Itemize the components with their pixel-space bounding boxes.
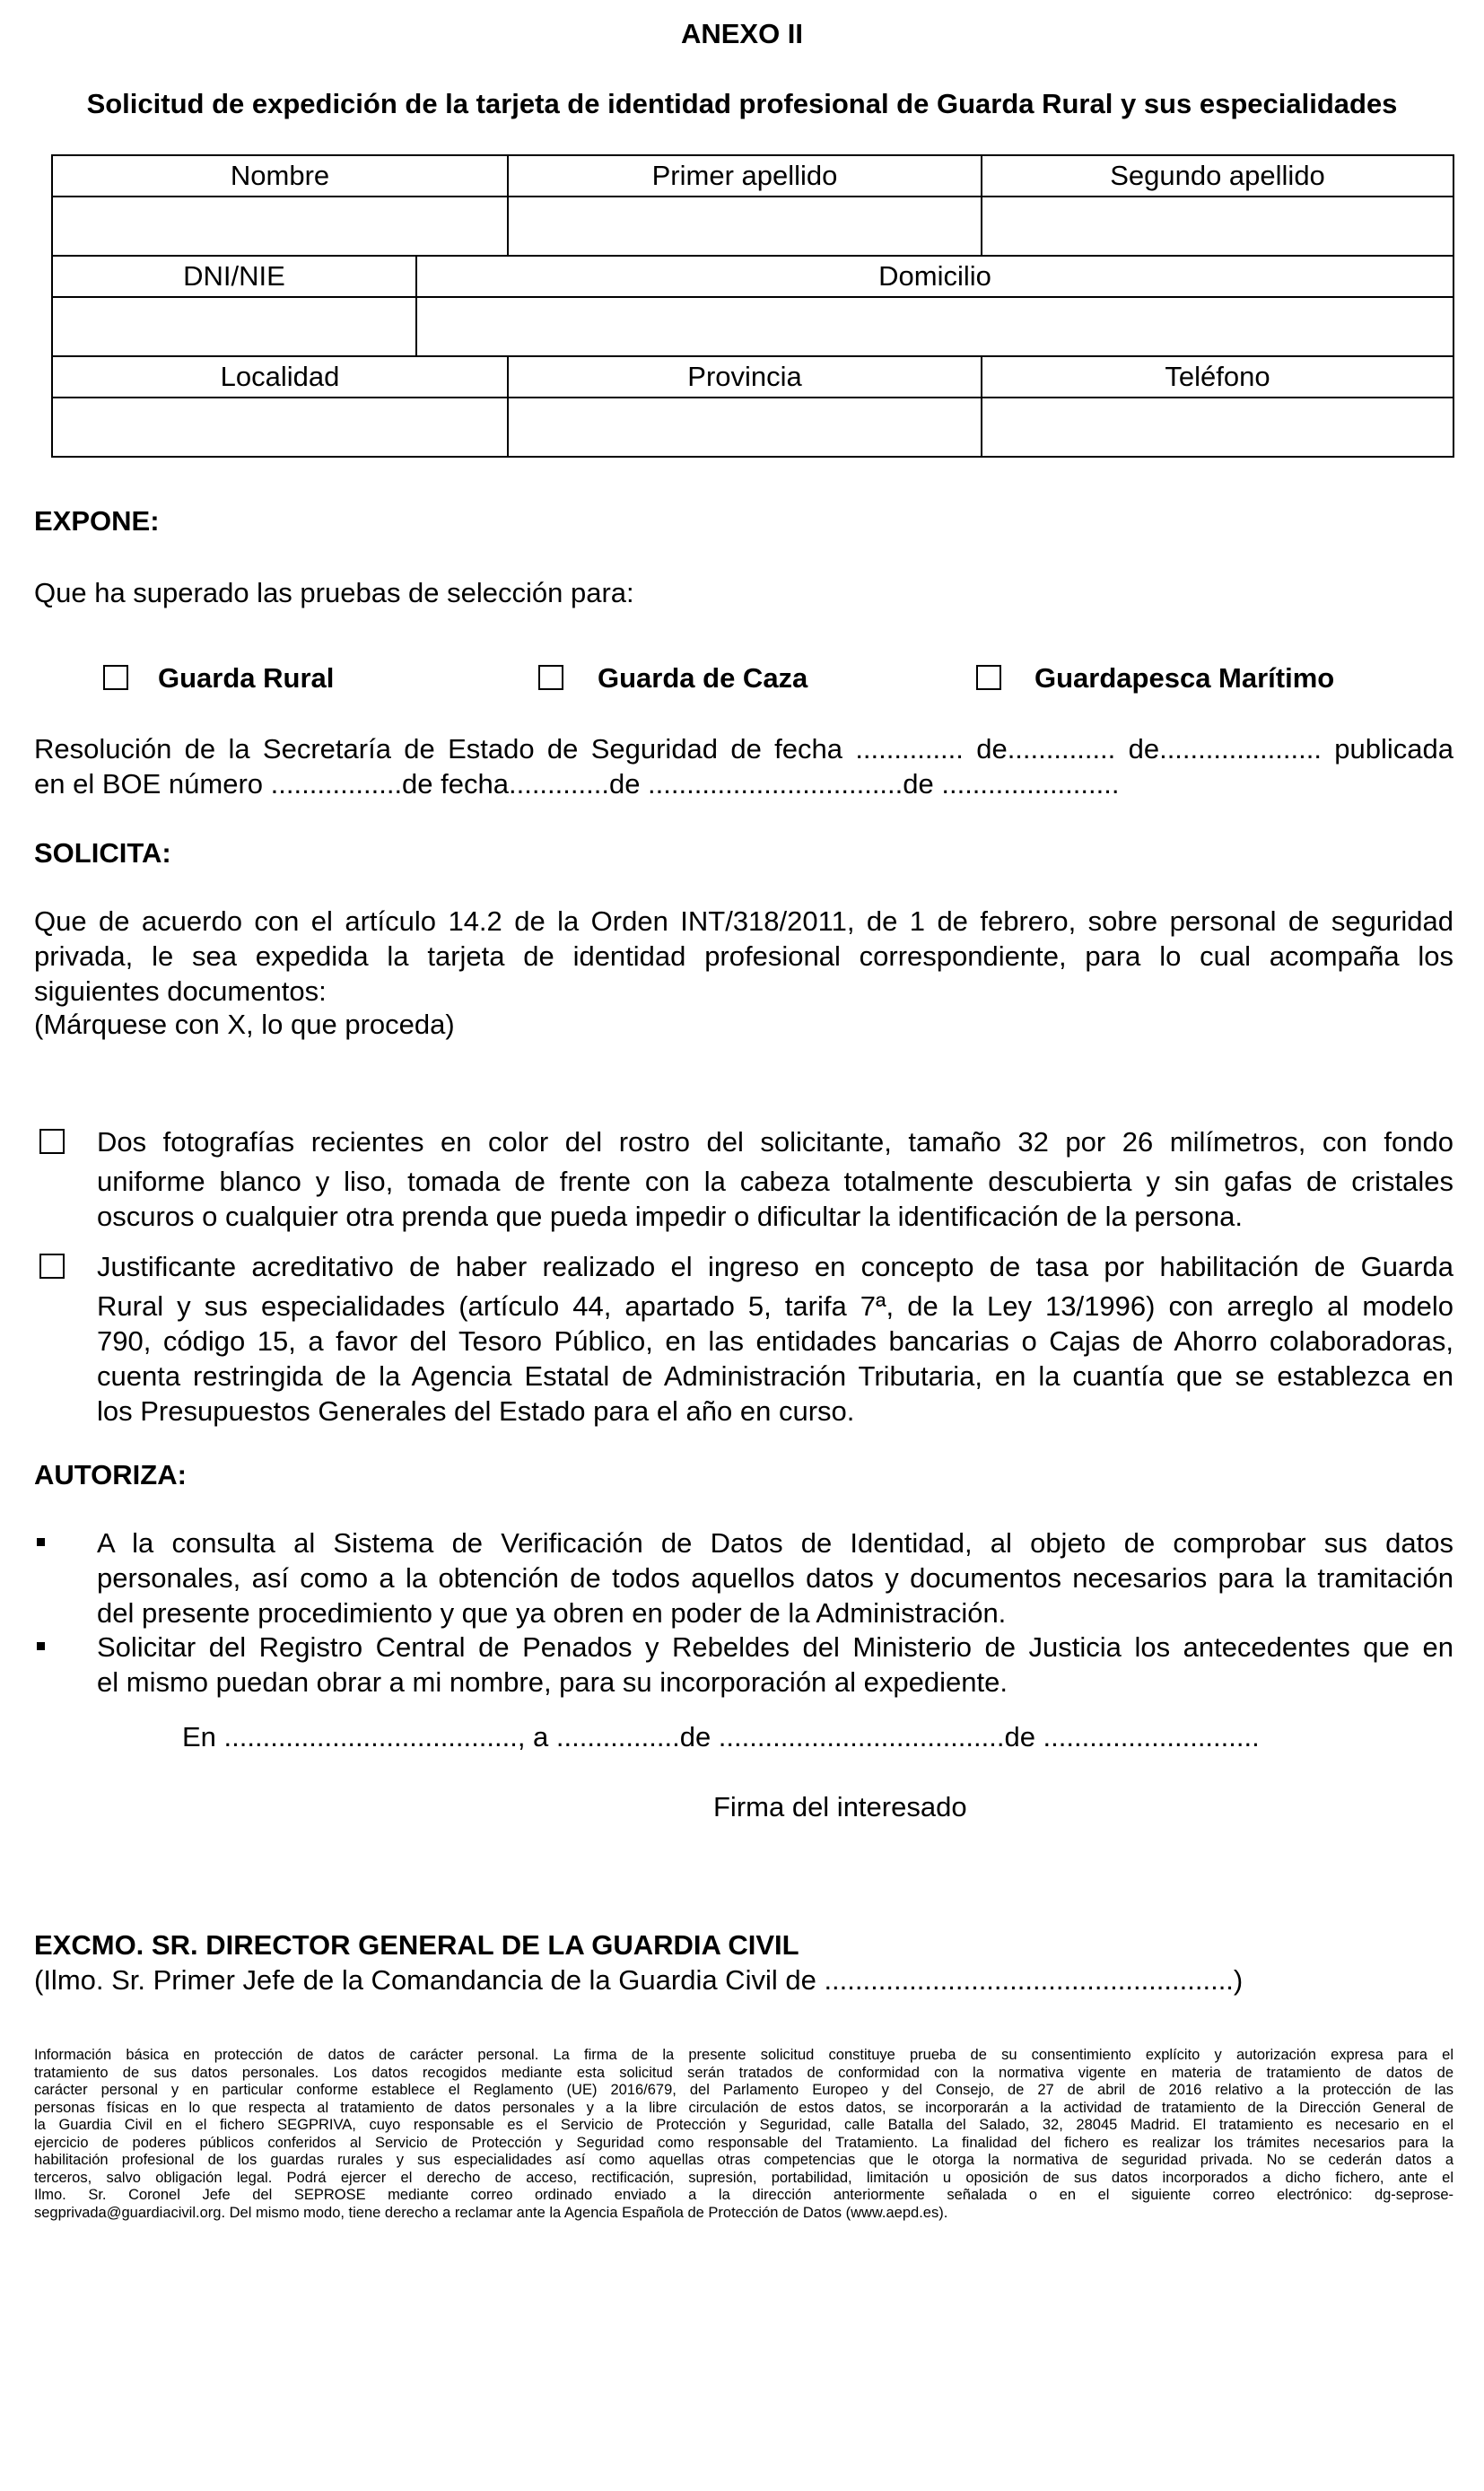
guarda-caza-checkbox[interactable] [538,665,563,690]
notice-line: carácter personal y en particular conforme establece el Reglamento (UE) 2016/679, del Parlamento Europeo y del Consejo, de 27 de abril de 2016 relativo a la protección de las [34,2082,1453,2098]
guardapesca-label: Guardapesca Marítimo [1034,662,1335,694]
localidad-label: Localidad [52,356,508,398]
provincia-label: Provincia [508,356,982,398]
guardapesca-checkbox[interactable] [976,665,1001,690]
document-item-fotografias [97,1124,1453,1234]
table-header-row [52,356,1453,398]
segundo-apellido-field[interactable] [982,197,1453,256]
data-protection-notice [34,2047,1453,2222]
solicita-note: (Márquese con X, lo que proceda) [34,1009,455,1040]
bullet-icon [37,1642,45,1650]
expone-heading: EXPONE: [34,505,160,537]
domicilio-label: Domicilio [416,256,1453,297]
localidad-field[interactable] [52,398,508,457]
notice-line: terceros, salvo obligación legal. Podrá ejercer el derecho de acceso, rectificación, supresión, portabilidad, limitación u oposición de sus datos incorporados a dicho fichero, ante el [34,2169,1453,2186]
table-input-row [52,297,1453,356]
resolucion-line: Resolución de la Secretaría de Estado de Seguridad de fecha .............. de.............. de..................... publicada [34,733,1453,765]
notice-line: segprivada@guardiacivil.org. Del mismo modo, tiene derecho a reclamar ante la Agencia Española de Protección de Datos (www.aepd.es). [34,2204,948,2221]
document-line: oscuros o cualquier otra prenda que pueda impedir o dificultar la identificación de la persona. [97,1201,1243,1232]
personal-data-table [51,154,1454,458]
document-item-justificante [97,1249,1453,1429]
bullet-icon [37,1538,45,1546]
page-title: ANEXO II [680,18,804,49]
fotografias-checkbox[interactable] [39,1129,65,1154]
dni-nie-field[interactable] [52,297,416,356]
autoriza-heading: AUTORIZA: [34,1459,187,1490]
notice-line: ejercicio de poderes públicos conferidos al Servicio de Protección y Seguridad como responsable del Tratamiento. La finalidad del fichero es realizar los trámites necesarios para la [34,2134,1453,2151]
notice-line: Información básica en protección de datos de carácter personal. La firma de la presente solicitud constituye prueba de su consentimiento explícito y autorización expresa para el [34,2047,1453,2063]
telefono-label: Teléfono [982,356,1453,398]
notice-line: Ilmo. Sr. Coronel Jefe del SEPROSE mediante correo ordinado enviado a la dirección anteriormente señalada o en el siguiente correo electrónico: dg-seprose- [34,2187,1453,2203]
autoriza-line: personales, así como a la obtención de todos aquellos datos y documentos necesarios para la tramitación [97,1562,1453,1594]
solicita-heading: SOLICITA: [34,837,171,869]
document-line: Dos fotografías recientes en color del rostro del solicitante, tamaño 32 por 26 milímetros, con fondo [97,1126,1453,1158]
guarda-rural-label: Guarda Rural [158,662,335,694]
primer-apellido-field[interactable] [508,197,982,256]
notice-line: personas físicas en lo que respecta al tratamiento de datos personales y a la libre circulación de estos datos, se incorporarán a la actividad de tratamiento de la Dirección General de [34,2099,1453,2116]
form-subtitle: Solicitud de expedición de la tarjeta de identidad profesional de Guarda Rural y sus especialidades [86,88,1398,119]
solicita-line: Que de acuerdo con el artículo 14.2 de la Orden INT/318/2011, de 1 de febrero, sobre personal de seguridad [34,905,1453,937]
expone-intro: Que ha superado las pruebas de selección para: [34,577,634,608]
notice-line: la Guardia Civil en el fichero SEGPRIVA, cuyo responsable es el Servicio de Protección y Seguridad, calle Batalla del Salado, 32, 28045 Madrid. El tratamiento es necesario en el [34,2117,1453,2133]
solicita-line: privada, le sea expedida la tarjeta de identidad profesional correspondiente, para lo cual acompaña los [34,940,1453,972]
notice-line: tratamiento de sus datos personales. Los datos recogidos mediante esta solicitud serán tratados de conformidad con la normativa vigente en materia de tratamiento de datos de [34,2064,1453,2081]
table-header-row [52,155,1453,197]
table-input-row [52,197,1453,256]
autoriza-line: del presente procedimiento y que ya obren en poder de la Administración. [97,1597,1007,1629]
firma-label: Firma del interesado [713,1791,967,1822]
addressee-subtitle: (Ilmo. Sr. Primer Jefe de la Comandancia de la Guardia Civil de .....................................................) [34,1964,1244,1996]
primer-apellido-label: Primer apellido [508,155,982,197]
document-line: cuenta restringida de la Agencia Estatal de Administración Tributaria, en la cuantía que se establezca en [97,1360,1453,1392]
place-date-line: En ......................................, a ................de .....................................de ............................ [182,1721,1260,1752]
telefono-field[interactable] [982,398,1453,457]
nombre-label: Nombre [52,155,508,197]
segundo-apellido-label: Segundo apellido [982,155,1453,197]
autoriza-line: el mismo puedan obrar a mi nombre, para su incorporación al expediente. [97,1666,1008,1698]
guarda-rural-checkbox[interactable] [103,665,128,690]
provincia-field[interactable] [508,398,982,457]
justificante-checkbox[interactable] [39,1254,65,1279]
autoriza-item-registro [97,1630,1453,1700]
table-input-row [52,398,1453,457]
resolucion-line: en el BOE número .................de fecha.............de .................................de ....................... [34,768,1120,800]
document-line: 790, código 15, a favor del Tesoro Público, en las entidades bancarias o Cajas de Ahorro colaboradoras, [97,1325,1453,1357]
notice-line: habilitación profesional de los guardas rurales y sus especialidades así como aquellas otras competencias que le otorga la normativa de seguridad privada. No se cederán datos a [34,2152,1453,2168]
dni-nie-label: DNI/NIE [52,256,416,297]
domicilio-field[interactable] [416,297,1453,356]
addressee-title: EXCMO. SR. DIRECTOR GENERAL DE LA GUARDIA CIVIL [34,1929,799,1961]
nombre-field[interactable] [52,197,508,256]
table-header-row [52,256,1453,297]
document-line: uniforme blanco y liso, tomada de frente con la cabeza totalmente descubierta y sin gafas de cristales [97,1166,1453,1197]
document-line: los Presupuestos Generales del Estado para el año en curso. [97,1395,855,1427]
document-line: Justificante acreditativo de haber realizado el ingreso en concepto de tasa por habilitación de Guarda [97,1251,1453,1282]
guarda-caza-label: Guarda de Caza [598,662,808,694]
document-line: Rural y sus especialidades (artículo 44, apartado 5, tarifa 7ª, de la Ley 13/1996) con arreglo al modelo [97,1290,1453,1322]
autoriza-line: A la consulta al Sistema de Verificación de Datos de Identidad, al objeto de comprobar sus datos [97,1527,1453,1559]
autoriza-line: Solicitar del Registro Central de Penados y Rebeldes del Ministerio de Justicia los antecedentes que en [97,1631,1453,1663]
solicita-line: siguientes documentos: [34,975,327,1007]
autoriza-item-verificacion [97,1525,1453,1630]
